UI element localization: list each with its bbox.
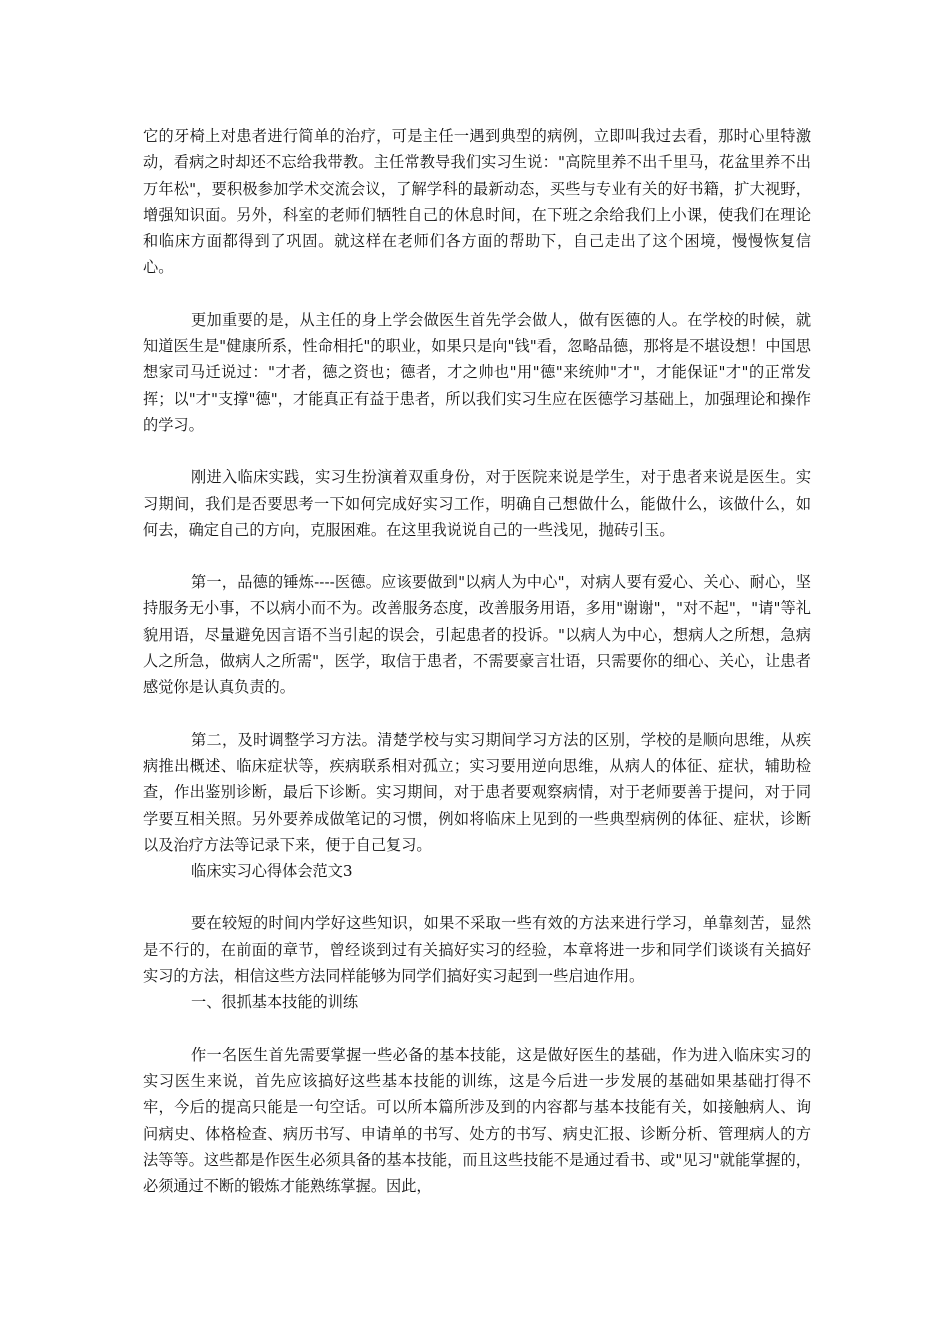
- paragraph-2: 更加重要的是，从主任的身上学会做医生首先学会做人，做有医德的人。在学校的时候，就知道医生是"健康所系，性命相托"的职业，如果只是向"钱"看，忽略品德，那将是不堪设想！中国思想家司马迁说过："才者，德之资也；德者，才之帅也"用"德"来统帅"才"，才能保证"才"的正常发挥；以"才"支撑"德"，才能真正有益于患者，所以我们实习生应在医德学习基础上，加强理论和操作的学习。: [143, 310, 811, 434]
- section-title: 临床实习心得体会范文3: [191, 862, 353, 881]
- subheading: 一、很抓基本技能的训练: [191, 993, 359, 1012]
- paragraph-3: 刚进入临床实践，实习生扮演着双重身份，对于医院来说是学生，对于患者来说是医生。实习期间，我们是否要思考一下如何完成好实习工作，明确自己想做什么，能做什么，该做什么，如何去，确定自己的方向，克服困难。在这里我说说自己的一些浅见，抛砖引玉。: [143, 468, 811, 539]
- paragraph-5: 第二，及时调整学习方法。清楚学校与实习期间学习方法的区别，学校的是顺向思维，从疾病推出概述、临床症状等，疾病联系相对孤立；实习要用逆向思维，从病人的体征、症状，辅助检查，作出鉴别诊断，最后下诊断。实习期间，对于患者要观察病情，对于老师要善于提问，对于同学要互相关照。另外要养成做笔记的习惯，例如将临床上见到的一些典型病例的体征、症状，诊断以及治疗方法等记录下来，便于自己复习。: [143, 730, 811, 854]
- document-body: [143, 123, 811, 1199]
- paragraph-after-title: 要在较短的时间内学好这些知识，如果不采取一些有效的方法来进行学习，单靠刻苦，显然是不行的，在前面的章节，曾经谈到过有关搞好实习的经验，本章将进一步和同学们谈谈有关搞好实习的方法，相信这些方法同样能够为同学们搞好实习起到一些启迪作用。: [143, 914, 811, 986]
- paragraph-1: 它的牙椅上对患者进行简单的治疗，可是主任一遇到典型的病例，立即叫我过去看，那时心里特激动，看病之时却还不忘给我带教。主任常教导我们实习生说："高院里养不出千里马，花盆里养不出万年松"，要积极参加学术交流会议，了解学科的最新动态，买些与专业有关的好书籍，扩大视野，增强知识面。另外，科室的老师们牺牲自己的休息时间，在下班之余给我们上小课，使我们在理论和临床方面都得到了巩固。就这样在老师们各方面的帮助下，自己走出了这个困境，慢慢恢复信心。: [143, 127, 811, 277]
- paragraph-4: 第一，品德的锤炼----医德。应该要做到"以病人为中心"，对病人要有爱心、关心、耐心，坚持服务无小事，不以病小而不为。改善服务态度，改善服务用语，多用"谢谢"，"对不起"，"请"等礼貌用语，尽量避免因言语不当引起的误会，引起患者的投诉。"以病人为中心，想病人之所想，急病人之所急，做病人之所需"，医学，取信于患者，不需要豪言壮语，只需要你的细心、关心，让患者感觉你是认真负责的。: [143, 573, 811, 697]
- paragraph-last: 作一名医生首先需要掌握一些必备的基本技能，这是做好医生的基础，作为进入临床实习的实习医生来说，首先应该搞好这些基本技能的训练，这是今后进一步发展的基础如果基础打得不牢，今后的提高只能是一句空话。可以所本篇所涉及到的内容都与基本技能有关，如接触病人、询问病史、体格检查、病历书写、申请单的书写、处方的书写、病史汇报、诊断分析、管理病人的方法等等。这些都是作医生必须具备的基本技能，而且这些技能不是通过看书、或"见习"就能掌握的，必须通过不断的锻炼才能熟练掌握。因此，: [143, 1045, 811, 1196]
